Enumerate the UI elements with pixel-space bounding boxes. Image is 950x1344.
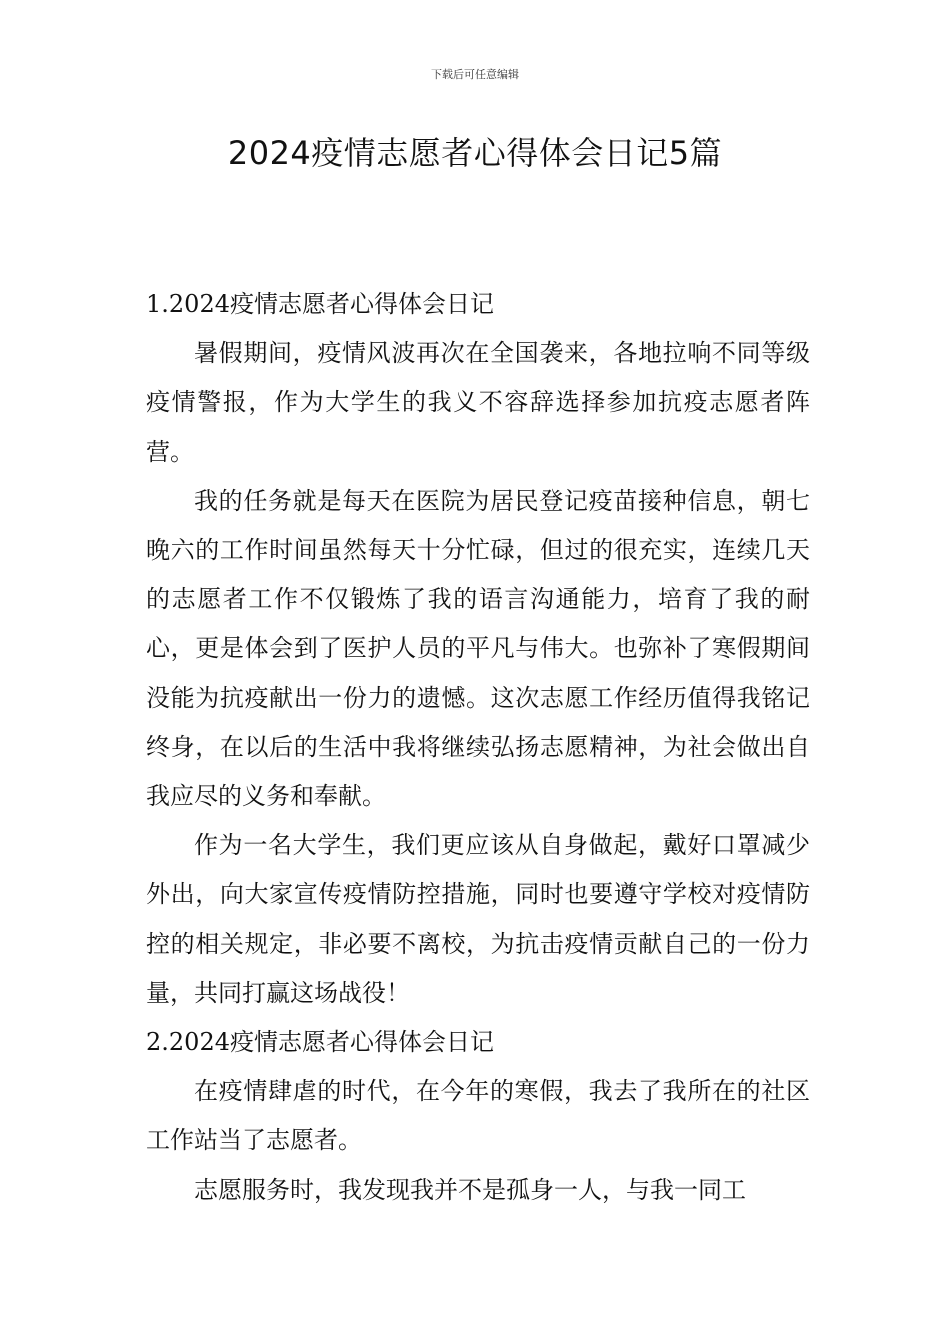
paragraph: 在疫情肆虐的时代，在今年的寒假，我去了我所在的社区工作站当了志愿者。 — [146, 1077, 810, 1155]
section-heading: 1.2024疫情志愿者心得体会日记 — [146, 290, 494, 318]
header-note: 下载后可任意编辑 — [431, 68, 519, 81]
paragraph: 志愿服务时，我发现我并不是孤身一人，与我一同工 — [194, 1175, 746, 1204]
document-title: 2024疫情志愿者心得体会日记5篇 — [227, 134, 723, 172]
paragraph: 我的任务就是每天在医院为居民登记疫苗接种信息，朝七晚六的工作时间虽然每天十分忙碌，但过的很充实，连续几天的志愿者工作不仅锻炼了我的语言沟通能力，培育了我的耐心，更是体会到了医护人员的平凡与伟大。也弥补了寒假期间没能为抗疫献出一份力的遗憾。这次志愿工作经历值得我铭记终身，在以后的生活中我将继续弘扬志愿精神，为社会做出自我应尽的义务和奉献。 — [146, 486, 810, 811]
document-body — [146, 280, 810, 1215]
section-heading: 2.2024疫情志愿者心得体会日记 — [146, 1028, 494, 1057]
paragraph: 暑假期间，疫情风波再次在全国袭来，各地拉响不同等级疫情警报，作为大学生的我义不容辞选择参加抗疫志愿者阵营。 — [146, 339, 810, 466]
paragraph: 作为一名大学生，我们更应该从自身做起，戴好口罩减少外出，向大家宣传疫情防控措施，同时也要遵守学校对疫情防控的相关规定，非必要不离校，为抗击疫情贡献自己的一份力量，共同打赢这场战役！ — [146, 831, 810, 1007]
